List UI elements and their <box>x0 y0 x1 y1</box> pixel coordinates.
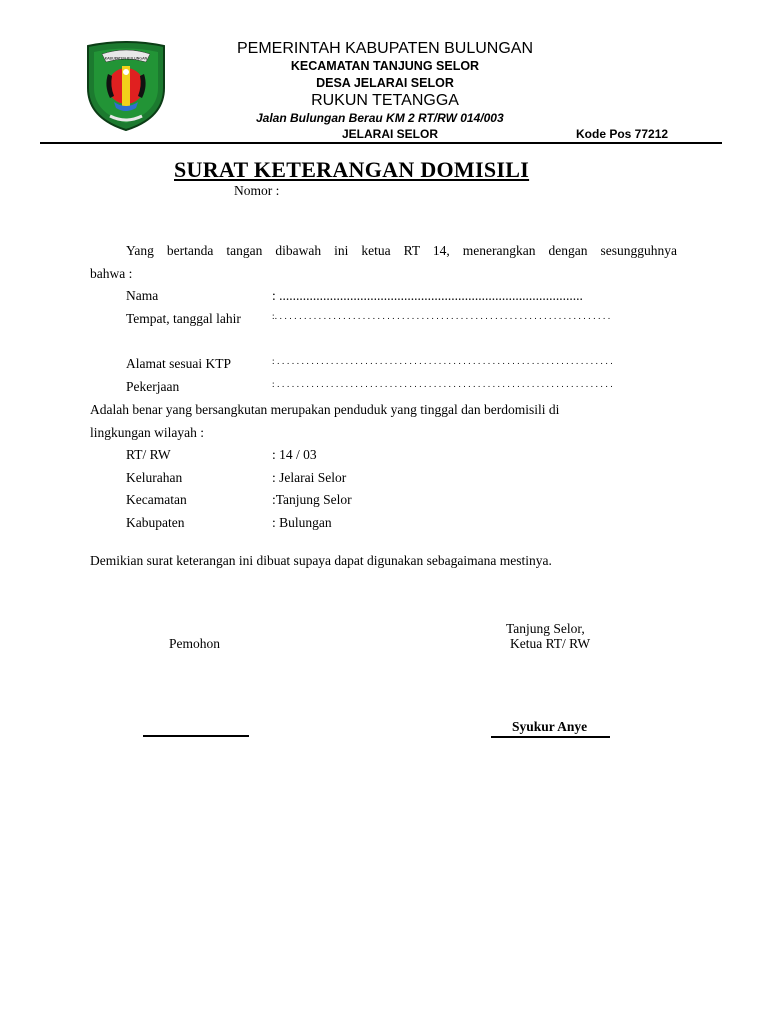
rt-head-role: Ketua RT/ RW <box>510 636 591 651</box>
ttl-value: :. . . . . . . . . . . . . . . . . . . . . . . . . . . . . . . . . . . . . . . . . . . . . . . . . . . . . . . . . . . . . . . . . . . . . <box>272 311 611 321</box>
kecamatan-label: Kecamatan <box>126 492 187 507</box>
rt-head-signature-line <box>491 736 610 738</box>
statement-paragraph-cont: lingkungan wilayah : <box>90 425 204 440</box>
letterhead-divider <box>40 142 722 144</box>
kelurahan-label: Kelurahan <box>126 470 183 485</box>
letterhead-village: DESA JELARAI SELOR <box>316 76 454 90</box>
emblem-text: KABUPATEN BULUNGAN <box>104 56 148 61</box>
pekerjaan-label: Pekerjaan <box>126 379 180 394</box>
nama-value: : .......................................................................................... <box>272 288 583 303</box>
pekerjaan-value: : . . . . . . . . . . . . . . . . . . . . . . . . . . . . . . . . . . . . . . . . . . . . . . . . . . . . . . . . . . . . . . . . . . . . . <box>272 379 613 389</box>
kabupaten-label: Kabupaten <box>126 515 185 530</box>
letterhead-address: Jalan Bulungan Berau KM 2 RT/RW 014/003 <box>256 111 504 125</box>
intro-paragraph-cont: bahwa : <box>90 266 133 281</box>
ttl-label: Tempat, tanggal lahir <box>126 311 241 326</box>
applicant-signature-line <box>143 735 249 737</box>
nama-label: Nama <box>126 288 159 303</box>
rtrw-label: RT/ RW <box>126 447 171 462</box>
letterhead-city: JELARAI SELOR <box>342 127 439 141</box>
alamat-label: Alamat sesuai KTP <box>126 356 231 371</box>
document-title: SURAT KETERANGAN DOMISILI <box>174 157 530 182</box>
applicant-role: Pemohon <box>169 636 221 651</box>
nomor-label: Nomor : <box>234 183 280 198</box>
rt-head-name: Syukur Anye <box>512 719 588 734</box>
letterhead-postcode: Kode Pos 77212 <box>576 127 669 141</box>
letterhead-rt: RUKUN TETANGGA <box>311 92 459 109</box>
kelurahan-value: : Jelarai Selor <box>272 470 347 485</box>
rtrw-value: : 14 / 03 <box>272 447 317 462</box>
regency-emblem <box>84 40 168 132</box>
statement-paragraph: Adalah benar yang bersangkutan merupakan penduduk yang tinggal dan berdomisili di <box>90 402 560 417</box>
letterhead-government: PEMERINTAH KABUPATEN BULUNGAN <box>236 40 534 57</box>
kecamatan-value: :Tanjung Selor <box>272 492 352 507</box>
closing-paragraph: Demikian surat keterangan ini dibuat supaya dapat digunakan sebagaimana mestinya. <box>90 553 552 568</box>
alamat-value: : . . . . . . . . . . . . . . . . . . . . . . . . . . . . . . . . . . . . . . . . . . . . . . . . . . . . . . . . . . . . . . . . . . . . . <box>272 356 613 366</box>
place-date: Tanjung Selor, <box>506 621 585 636</box>
letterhead-district: KECAMATAN TANJUNG SELOR <box>290 59 480 73</box>
intro-paragraph: Yang bertanda tangan dibawah ini ketua RT 14, menerangkan dengan sesungguhnya <box>126 243 677 258</box>
kabupaten-value: : Bulungan <box>272 515 332 530</box>
